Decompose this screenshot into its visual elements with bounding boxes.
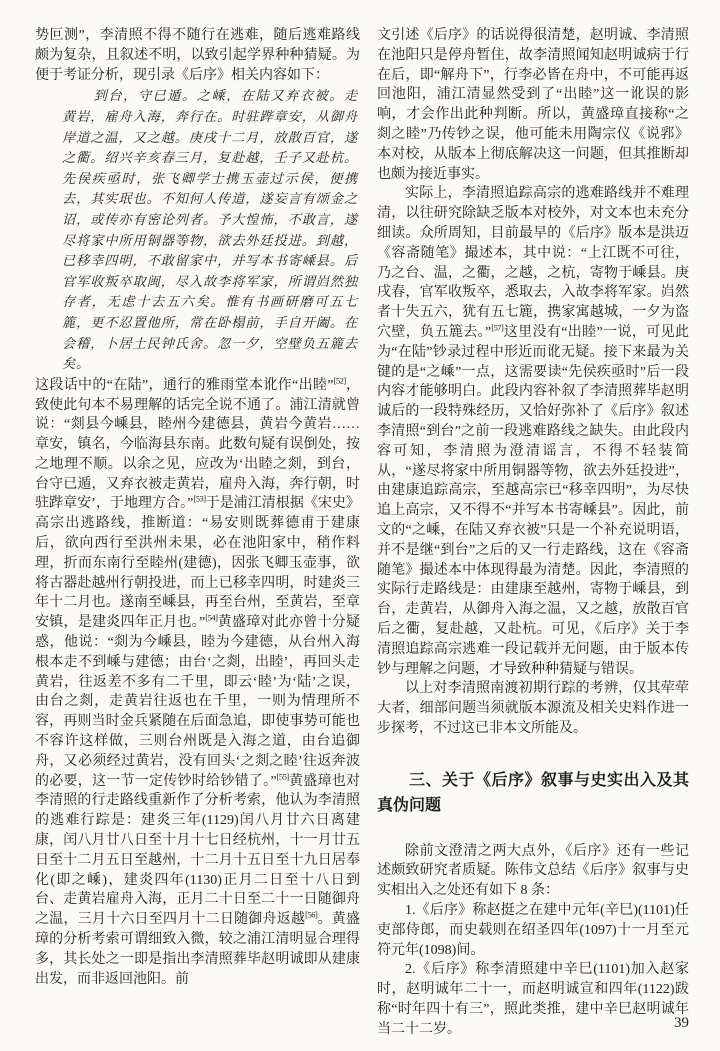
text-run: 势叵测”，李清照不得不随行在逃难，随后逃难路线颇为复杂，且叙述不明，以致引起学界种种猜疑。为便于考证分析，现引录《后序》相关内容如下： (35, 28, 360, 83)
text-run: 黄盛璋对此亦曾十分疑惑，他说：“剡为今嵊县，睦为今建德，从台州入海根本走不到嵊与建德；由台‘之剡，出睦’，再回头走黄岩，往返差不多有二千里，即云‘睦’为‘陆’之误，由台之剡，走黄岩往返也在千里，一则为情理所不容，再则当时金兵紧随在后面急追，即使事势可能也不容许这样做，三则台州既是入海之道，由台追御舟，又必须经过黄岩，没有回头‘之剡之睦’往返奔波的必要，这一节一定传钞时给钞错了。” (35, 615, 360, 789)
paragraph (377, 26, 689, 184)
footnote-marker: [52] (333, 375, 346, 386)
block-quote (62, 86, 358, 374)
section-heading (377, 768, 689, 818)
text-run: 这里没有“出睦”一说，可见此为“在陆”钞录过程中形近而讹无疑。接下来最为关键的是“之嵊”一点，这需要读“先侯疾亟时”后一段内容才能够明白。此段内容补叙了李清照葬毕赵明诚后的一段特殊经历，又恰好弥补了《后序》叙述李清照“到台”之前一段逃难路线之缺失。由此段内容可知，李清照为澄清谣言，不得不轻装简从，“遂尽将家中所用铜器等物，欲去外廷投进”，由建康追踪高宗，至越高宗已“移幸四明”，为尽快追上高宗，又不得不“并写本书寄嵊县”。因此，前文的“之嵊，在陆又弃衣被”只是一个补充说明语，并不是继“到台”之后的又一行走路线，这在《容斋随笔》撮述本中体现得最为清楚。因此，李清照的实际行走路线是：由建康至越州，寄物于嵊县，到台，走黄岩，从御舟入海之温，又之越，放散百官后之衢，复赴越，又赴杭。可见，《后序》关于李清照追踪高宗逃难一段记载并无问题，由于版本传钞与理解之问题，才导致种种猜疑与错误。 (377, 324, 689, 677)
paragraph (35, 26, 360, 85)
paragraph (377, 960, 689, 1039)
paragraph (377, 679, 689, 738)
paragraph (35, 376, 360, 990)
paragraph (377, 842, 689, 901)
text-run: 1.《后序》称赵挺之在建中元年(辛巳)(1101)任吏部侍郎，而史载则在绍圣四年(1097)十一月至元符元年(1098)间。 (377, 903, 689, 958)
text-run: 。黄盛璋的分析考索可谓细致入微，较之浦江清明显合理得多，其长处之一即是指出李清照葬毕赵明诚即从建康出发，而非返回池阳。前 (35, 912, 360, 987)
footnote-marker: [54] (205, 612, 218, 623)
right-column (377, 26, 689, 1040)
text-run: 这段话中的“在陆”，通行的雅雨堂本讹作“出睦” (35, 377, 334, 393)
footnote-marker: [57] (491, 322, 504, 333)
left-column (35, 26, 360, 1040)
text-run: ，致使此句本不易理解的话完全说不通了。浦江清就曾说：“剡县今嵊县，睦州今建德县，黄岩今黄岩……章安，镇名，今临海县东南。此数句疑有误倒处，按之地理不顺。以余之见，应改为‘出睦之剡，到台，台守已遁，又弃衣被走黄岩，雇舟入海，奔行朝，时驻跸章安’，于地理方合。” (35, 377, 360, 512)
footnote-marker: [53] (193, 493, 206, 504)
text-run: 除前文澄清之两大点外，《后序》还有一些记述颇致研究者质疑。陈伟文总结《后序》叙事与史实相出入之处还有如下 8 条： (377, 843, 689, 899)
page-number: 39 (674, 1015, 689, 1031)
text-run: 到台，守已遁。之嵊，在陆又弃衣被。走黄岩，雇舟入海，奔行在。时驻跸章安，从御舟岸道之温，又之越。庚戌十二月，放散百官，遂之衢。绍兴辛亥春三月，复赴越，壬子又赴杭。先侯疾亟时，张飞卿学士携玉壶过示侯，便携去，其实珉也。不知何人传道，遂妄言有颂金之诏，或传亦有密论列者。予大惶怖，不敢言，遂尽将家中所用铜器等物，欲去外廷投进。到越，已移幸四明，不敢留家中，并写本书寄嵊县。后官军收叛卒取闽，尽入故李将军家，所谓岿然独存者，无虑十去五六矣。惟有书画研磨可五七簏，更不忍置他所，常在卧榻前，手自开阖。在会稽，卜居土民钟氏舍。忽一夕，空壁负五簏去矣。 (62, 88, 358, 372)
text-run: 以上对李清照南渡初期行踪的考辨，仅其荦荦大者，细部问题当须就版本源流及相关史料作进一步探考，不过这已非本文所能及。 (377, 681, 689, 736)
text-run: 黄盛璋也对李清照的行走路线重新作了分析考索，他认为李清照的逃难行踪是：建炎三年(1129)闰八月廿六日离建康，闰八月廿八日至十月十七日经杭州，十一月廿五日至十二月五日至越州，十二月十五日至十九日居奉化(即之嵊)，建炎四年(1130)正月二日至十八日到台、走黄岩雇舟入海，正月二十日至二十一日随御舟之温，三月十六日至四月十二日随御舟返越 (35, 773, 360, 928)
text-run: 实际上，李清照追踪高宗的逃难路线并不难理清，以往研究除缺乏版本对校外，对文本也未充分细读。众所周知，目前最早的《后序》版本是洪迈《容斋随笔》撮述本，其中说：“上江既不可往，乃之台、温，之衢，之越，之杭，寄物于嵊县。庚戌春，官军收叛卒，悉取去，入故李将军家。岿然者十失五六，犹有五七簏，携家寓越城，一夕为盗穴壁，负五簏去。” (377, 186, 689, 340)
text-run: 2.《后序》称李清照建中辛巳(1101)加入赵家时，赵明诚年二十一，而赵明诚宣和四年(1122)跋称“时年四十有三”，照此类推，建中辛巳赵明诚年当二十二岁。 (377, 962, 689, 1037)
footnote-marker: [55] (276, 770, 289, 781)
text-run: 文引述《后序》的话说得很清楚，赵明诚、李清照在池阳只是停舟暂住，故李清照闻知赵明诚病于行在后，即“解舟下”，行李必皆在舟中，不可能再返回池阳，浦江清显然受到了“出睦”这一讹误的影响，才会作出此种判断。所以，黄盛璋直接称“之剡之睦”乃传钞之误，他可能未用陶宗仪《说郛》本对校，从版本上彻底解决这一问题，但其推断却也颇为接近事实。 (377, 28, 689, 182)
text-columns (35, 26, 689, 1040)
text-run: 三、关于《后序》叙事与史实出入及其真伪问题 (377, 771, 689, 814)
paragraph (377, 901, 689, 960)
paragraph (377, 184, 689, 679)
footnote-marker: [56] (305, 909, 318, 920)
text-run: 于是浦江清根据《宋史》高宗出逃路线，推断道：“易安则既葬德甫于建康后，欲向西行至洪州未果，必在池阳家中，稍作料理，折而东南行至睦州(建德)，因张飞卿玉壶事，欲将古器赴越州行朝投进，而上已移幸四明，时建炎三年十二月也。遂南至嵊县，再至台州，至黄岩，至章安镇，是建炎四年正月也。” (35, 496, 360, 631)
